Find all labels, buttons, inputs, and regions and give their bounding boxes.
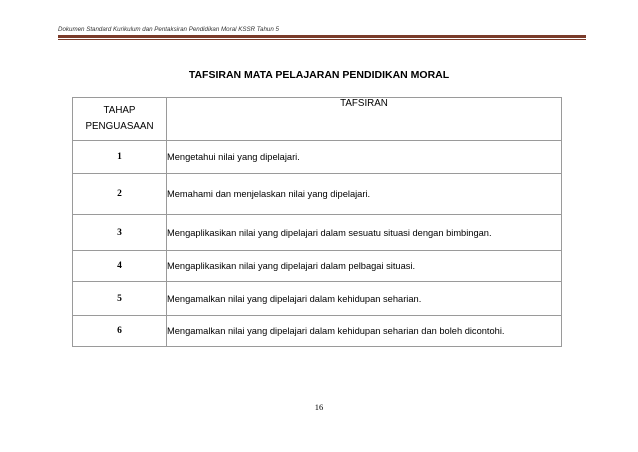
table-row	[73, 141, 562, 174]
level-cell: 4	[73, 251, 167, 282]
header-rule	[58, 35, 586, 38]
page-number: 16	[314, 402, 324, 412]
description-cell: Mengaplikasikan nilai yang dipelajari dalam pelbagai situasi.	[167, 251, 562, 282]
header-tafsiran: TAFSIRAN	[167, 98, 562, 141]
document-title: TAFSIRAN MATA PELAJARAN PENDIDIKAN MORAL	[188, 69, 450, 81]
description-cell: Mengaplikasikan nilai yang dipelajari dalam sesuatu situasi dengan bimbingan.	[167, 215, 562, 251]
header-rule-thin	[58, 39, 586, 40]
level-cell: 6	[73, 316, 167, 347]
table-row	[73, 215, 562, 251]
table-header-row	[73, 98, 562, 141]
table-row	[73, 251, 562, 282]
running-header: Dokumen Standard Kurikulum dan Pentaksiran Pendidikan Moral KSSR Tahun 5	[58, 26, 279, 33]
level-cell: 3	[73, 215, 167, 251]
table-row	[73, 316, 562, 347]
description-cell: Memahami dan menjelaskan nilai yang dipelajari.	[167, 174, 562, 215]
table-row	[73, 174, 562, 215]
level-cell: 2	[73, 174, 167, 215]
table-row	[73, 282, 562, 316]
description-cell: Mengamalkan nilai yang dipelajari dalam kehidupan seharian dan boleh dicontohi.	[167, 316, 562, 347]
description-cell: Mengamalkan nilai yang dipelajari dalam kehidupan seharian.	[167, 282, 562, 316]
level-cell: 1	[73, 141, 167, 174]
header-tahap-penguasaan: TAHAP PENGUASAAN	[73, 98, 167, 141]
tafsiran-table	[72, 97, 562, 347]
level-cell: 5	[73, 282, 167, 316]
description-cell: Mengetahui nilai yang dipelajari.	[167, 141, 562, 174]
